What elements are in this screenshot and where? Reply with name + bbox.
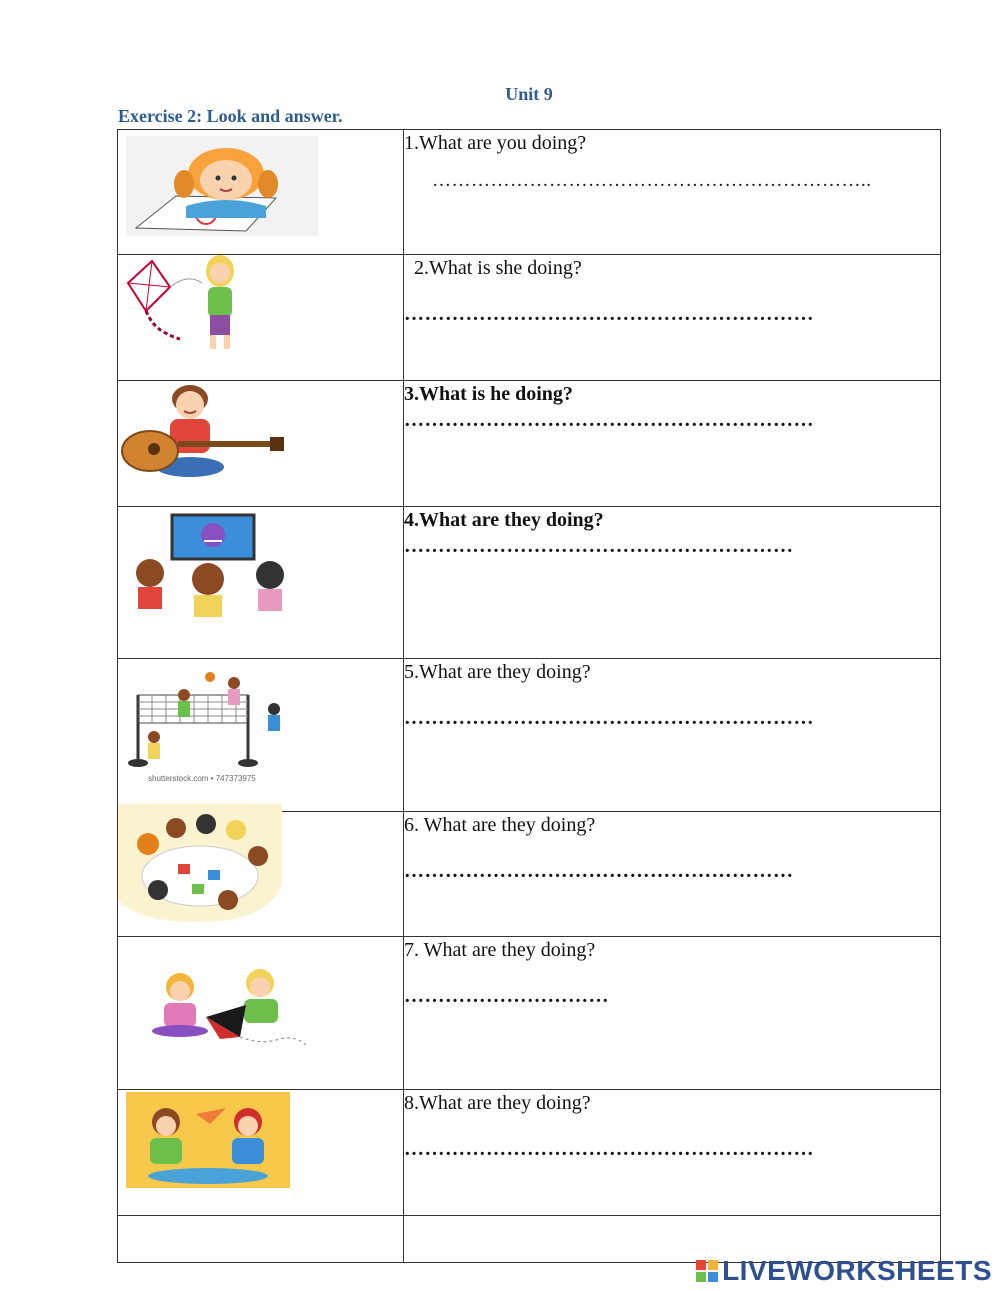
question-text: 7. What are they doing? (404, 939, 596, 961)
picture-cell (118, 812, 404, 937)
answer-line[interactable]: ………………………… (404, 985, 609, 1007)
picture-cell (118, 659, 404, 812)
unit-title: Unit 9 (505, 84, 553, 104)
question-text: 4.What are they doing? (404, 509, 604, 531)
children-watching-tv-picture (128, 513, 300, 621)
table-row (118, 255, 941, 381)
children-doing-crafts-picture (118, 804, 282, 922)
answer-line[interactable]: …………………………………………………… (404, 409, 814, 431)
picture-cell (118, 1090, 404, 1216)
table-row (118, 937, 941, 1090)
liveworksheets-logo (696, 1255, 992, 1287)
answer-line[interactable]: …………………………………………………… (404, 707, 814, 729)
answer-line[interactable]: ………………………………………………………….. (432, 170, 872, 191)
children-playing-volleyball-picture (124, 665, 304, 789)
girl-drawing-picture (126, 136, 318, 236)
question-cell (404, 1090, 941, 1216)
boys-making-paper-planes-picture (126, 1092, 290, 1188)
question-cell (404, 507, 941, 659)
question-text: 1.What are you doing? (404, 132, 587, 154)
question-cell (404, 659, 941, 812)
picture-cell (118, 255, 404, 381)
liveworksheets-logo-icon (696, 1260, 718, 1282)
question-cell (404, 812, 941, 937)
question-text: 5.What are they doing? (404, 661, 591, 683)
empty-cell (118, 1216, 404, 1263)
answer-line[interactable]: …………………………………………………… (404, 303, 814, 325)
girl-with-kite-picture (122, 253, 246, 355)
exercise-title: Exercise 2: Look and answer. (118, 106, 343, 126)
table-row (118, 381, 941, 507)
liveworksheets-logo-text: LIVEWORKSHEETS (722, 1255, 992, 1286)
table-row (118, 507, 941, 659)
table-row (118, 130, 941, 255)
question-cell (404, 255, 941, 381)
table-row (118, 1090, 941, 1216)
question-cell (404, 130, 941, 255)
table-row (118, 812, 941, 937)
watermark-text: shutterstock.com • 747373975 (148, 774, 256, 783)
question-text: 6. What are they doing? (404, 814, 596, 836)
worksheet-table (117, 129, 941, 1263)
question-text: 3.What is he doing? (404, 383, 573, 405)
question-text: 2.What is she doing? (414, 257, 582, 279)
question-cell (404, 381, 941, 507)
picture-cell (118, 507, 404, 659)
answer-line[interactable]: …………………………………………………… (404, 1138, 814, 1160)
picture-cell (118, 381, 404, 507)
question-text: 8.What are they doing? (404, 1092, 591, 1114)
answer-line[interactable]: ………………………………………………… (404, 535, 794, 557)
question-cell (404, 937, 941, 1090)
boy-playing-guitar-picture (120, 381, 286, 483)
picture-cell (118, 937, 404, 1090)
answer-line[interactable]: ………………………………………………… (404, 860, 794, 882)
table-row (118, 659, 941, 812)
children-making-kite-picture (150, 965, 314, 1063)
picture-cell (118, 130, 404, 255)
